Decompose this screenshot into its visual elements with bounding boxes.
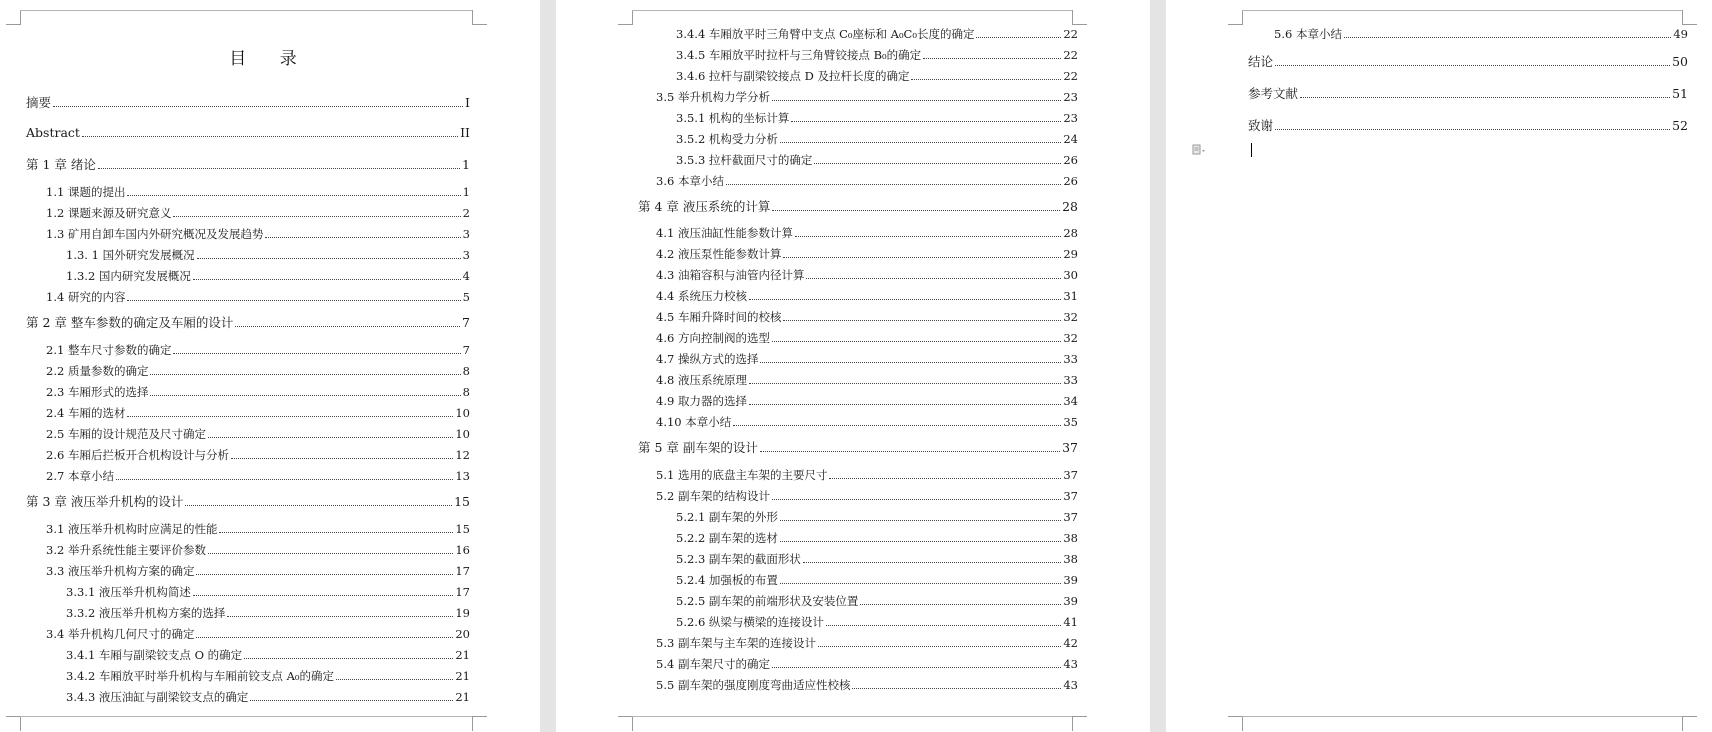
toc-entry[interactable]	[676, 111, 1078, 125]
dot-leader	[173, 353, 460, 354]
toc-entry[interactable]	[46, 406, 470, 420]
toc-page-number: 15	[455, 522, 470, 536]
dot-leader	[127, 195, 460, 196]
toc-page-number: 37	[1063, 468, 1078, 482]
toc-entry-label: 3.2 举升系统性能主要评价参数	[46, 543, 206, 557]
toc-page-number: 16	[455, 543, 470, 557]
toc-page-number: 22	[1063, 48, 1078, 62]
dot-leader	[760, 362, 1061, 363]
toc-entry[interactable]	[46, 427, 470, 441]
dot-leader	[53, 106, 463, 107]
toc-entry[interactable]	[656, 394, 1078, 408]
toc-entry-label: 5.2.4 加强板的布置	[676, 573, 778, 587]
dot-leader	[227, 616, 453, 617]
toc-entry[interactable]	[656, 174, 1078, 188]
toc-entry-label: 4.9 取力器的选择	[656, 394, 747, 408]
footer-rule	[632, 716, 1072, 717]
crop-mark	[6, 10, 21, 25]
dot-leader	[749, 299, 1061, 300]
dot-leader	[150, 395, 460, 396]
toc-entry-label: 3.4.5 车厢放平时拉杆与三角臂铰接点 B₀的确定	[676, 48, 922, 62]
dot-leader	[193, 279, 461, 280]
dot-leader	[911, 79, 1061, 80]
toc-entry[interactable]	[26, 96, 470, 110]
toc-page-number: 37	[1063, 489, 1078, 503]
dot-leader	[116, 479, 453, 480]
toc-page-number: 17	[455, 564, 470, 578]
toc-page-number: 3	[462, 248, 470, 262]
toc-page-number: 39	[1063, 594, 1078, 608]
dot-leader	[235, 326, 460, 327]
toc-page-number: 35	[1063, 415, 1078, 429]
toc-page-number: 21	[455, 690, 470, 704]
toc-entry[interactable]	[656, 331, 1078, 345]
dot-leader	[127, 300, 460, 301]
toc-page-number: 13	[455, 469, 470, 483]
dot-leader	[772, 210, 1060, 211]
toc-page-number: 43	[1063, 678, 1078, 692]
toc-entry[interactable]	[656, 226, 1078, 240]
crop-mark	[1682, 716, 1697, 731]
toc-entry[interactable]	[656, 310, 1078, 324]
toc-page-number: 26	[1063, 174, 1078, 188]
dot-leader	[208, 437, 453, 438]
toc-entry[interactable]	[46, 364, 470, 378]
toc-page-number: 12	[455, 448, 470, 462]
toc-entry[interactable]	[676, 69, 1078, 83]
toc-page-number: 15	[454, 494, 470, 509]
dot-leader	[196, 574, 453, 575]
toc-entry-label: 5.2.3 副车架的截面形状	[676, 552, 801, 566]
toc-entry-label: 1.2 课题来源及研究意义	[46, 206, 172, 220]
toc-page-number: 21	[455, 648, 470, 662]
dot-leader	[860, 604, 1061, 605]
dot-leader	[185, 505, 452, 506]
toc-page-number: 38	[1063, 552, 1078, 566]
document-page-3[interactable]	[1166, 0, 1712, 732]
toc-entry-label: 4.10 本章小结	[656, 415, 732, 429]
toc-page-number: 32	[1063, 310, 1078, 324]
crop-mark	[618, 716, 633, 731]
document-page-1[interactable]	[0, 0, 540, 732]
dot-leader	[219, 532, 453, 533]
toc-entry[interactable]	[1248, 87, 1688, 101]
toc-entry-label: 3.3 液压举升机构方案的确定	[46, 564, 195, 578]
toc-page-number: 1	[462, 185, 470, 199]
toc-entry[interactable]	[46, 227, 470, 241]
toc-entry-label: 2.6 车厢后拦板开合机构设计与分析	[46, 448, 229, 462]
crop-mark	[1228, 716, 1243, 731]
toc-page-number: 8	[462, 385, 470, 399]
toc-entry-label: 1.3.2 国内研究发展概况	[66, 269, 191, 283]
toc-entry-label: 1.1 课题的提出	[46, 185, 126, 199]
toc-entry[interactable]	[676, 615, 1078, 629]
dot-leader	[244, 658, 453, 659]
toc-page-number: 7	[462, 315, 470, 330]
toc-page-number: 21	[455, 669, 470, 683]
toc-entry-label: 4.1 液压油缸性能参数计算	[656, 226, 793, 240]
toc-entry[interactable]	[66, 690, 470, 704]
toc-entry-label: 3.4.2 车厢放平时举升机构与车厢前铰支点 A₀的确定	[66, 669, 334, 683]
toc-entry[interactable]	[66, 648, 470, 662]
toc-entry-label: Abstract	[26, 125, 80, 140]
toc-entry[interactable]	[46, 522, 470, 536]
footer-rule	[1242, 716, 1682, 717]
toc-entry-label: 5.2.5 副车架的前端形状及安装位置	[676, 594, 859, 608]
toc-entry[interactable]	[656, 657, 1078, 671]
dot-leader	[783, 257, 1061, 258]
toc-page-number: 28	[1062, 199, 1078, 214]
toc-entry-label: 2.4 车厢的选材	[46, 406, 126, 420]
dot-leader	[976, 37, 1061, 38]
toc-entry-label: 3.4 举升机构几何尺寸的确定	[46, 627, 195, 641]
crop-mark	[1072, 10, 1087, 25]
toc-entry-label: 5.2.2 副车架的选材	[676, 531, 778, 545]
toc-entry[interactable]	[656, 373, 1078, 387]
dot-leader	[780, 142, 1061, 143]
toc-page-number: 17	[455, 585, 470, 599]
toc-page-number: 50	[1672, 54, 1688, 69]
toc-page-number: 20	[455, 627, 470, 641]
toc-entry-label: 3.4.3 液压油缸与副梁铰支点的确定	[66, 690, 249, 704]
crop-mark	[6, 716, 21, 731]
toc-page-number: 41	[1063, 615, 1078, 629]
toc-entry[interactable]	[66, 585, 470, 599]
text-cursor	[1251, 143, 1252, 157]
dot-leader	[814, 163, 1061, 164]
dot-leader	[783, 320, 1061, 321]
toc-page-number: 10	[455, 406, 470, 420]
dot-leader	[749, 383, 1061, 384]
toc-entry-label: 5.1 选用的底盘主车架的主要尺寸	[656, 468, 828, 482]
toc-page-number: 32	[1063, 331, 1078, 345]
toc-page-number: 22	[1063, 27, 1078, 41]
toc-entry[interactable]	[26, 495, 470, 509]
toc-entry[interactable]	[26, 158, 470, 172]
header-rule	[20, 10, 472, 11]
dot-leader	[1344, 37, 1671, 38]
toc-entry[interactable]	[656, 489, 1078, 503]
toc-page-number: 42	[1063, 636, 1078, 650]
toc-entry-label: 5.6 本章小结	[1274, 27, 1342, 41]
toc-entry[interactable]	[66, 248, 470, 262]
dot-leader	[826, 625, 1061, 626]
toc-page-number: 7	[462, 343, 470, 357]
toc-entry[interactable]	[676, 510, 1078, 524]
toc-entry[interactable]	[46, 564, 470, 578]
toc-entry[interactable]	[66, 606, 470, 620]
toc-page-number: 39	[1063, 573, 1078, 587]
toc-entry[interactable]	[656, 90, 1078, 104]
toc-page-number: 24	[1063, 132, 1078, 146]
crop-mark	[472, 716, 487, 731]
toc-entry[interactable]	[676, 48, 1078, 62]
dot-leader	[98, 168, 460, 169]
toc-entry-label: 第 2 章 整车参数的确定及车厢的设计	[26, 315, 234, 330]
toc-entry-label: 4.6 方向控制阀的选型	[656, 331, 770, 345]
toc-entry[interactable]	[656, 268, 1078, 282]
paste-options-icon[interactable]	[1192, 144, 1206, 156]
toc-entry[interactable]	[656, 289, 1078, 303]
toc-entry-label: 致谢	[1248, 118, 1274, 133]
toc-entry-label: 1.4 研究的内容	[46, 290, 126, 304]
dot-leader	[733, 425, 1061, 426]
dot-leader	[196, 637, 453, 638]
toc-entry[interactable]	[66, 669, 470, 683]
toc-page-number: 3	[462, 227, 470, 241]
toc-entry[interactable]	[1248, 119, 1688, 133]
toc-page-number: 5	[462, 290, 470, 304]
toc-entry-label: 2.2 质量参数的确定	[46, 364, 149, 378]
crop-mark	[1072, 716, 1087, 731]
toc-entry-label: 3.5.1 机构的坐标计算	[676, 111, 790, 125]
crop-mark	[472, 10, 487, 25]
toc-entry-label: 第 5 章 副车架的设计	[638, 440, 758, 455]
dot-leader	[818, 646, 1061, 647]
toc-entry[interactable]	[676, 132, 1078, 146]
dot-leader	[1275, 65, 1670, 66]
dot-leader	[336, 679, 453, 680]
toc-entry[interactable]	[676, 153, 1078, 167]
toc-entry-label: 5.4 副车架尺寸的确定	[656, 657, 770, 671]
dot-leader	[197, 258, 461, 259]
toc-entry[interactable]	[676, 552, 1078, 566]
toc-entry[interactable]	[656, 415, 1078, 429]
toc-page-number: 29	[1063, 247, 1078, 261]
dot-leader	[127, 416, 453, 417]
toc-page-number: 10	[455, 427, 470, 441]
dot-leader	[923, 58, 1061, 59]
toc-entry[interactable]	[676, 573, 1078, 587]
toc-entry-label: 3.4.4 车厢放平时三角臂中支点 C₀座标和 A₀C₀长度的确定	[676, 27, 975, 41]
toc-page-number: 26	[1063, 153, 1078, 167]
dot-leader	[231, 458, 453, 459]
toc-entry-label: 5.3 副车架与主车架的连接设计	[656, 636, 816, 650]
toc-page-number: 31	[1063, 289, 1078, 303]
toc-entry[interactable]	[46, 290, 470, 304]
toc-page-number: 1	[462, 157, 470, 172]
toc-entry-label: 2.5 车厢的设计规范及尺寸确定	[46, 427, 206, 441]
toc-entry[interactable]	[676, 531, 1078, 545]
toc-entry-label: 第 4 章 液压系统的计算	[638, 199, 771, 214]
dot-leader	[82, 136, 458, 137]
dot-leader	[772, 667, 1061, 668]
toc-entry[interactable]	[46, 543, 470, 557]
toc-page-number: 37	[1063, 510, 1078, 524]
document-page-2[interactable]	[556, 0, 1150, 732]
toc-entry-label: 3.5.2 机构受力分析	[676, 132, 778, 146]
toc-page-number: 8	[462, 364, 470, 378]
dot-leader	[265, 237, 460, 238]
header-rule	[1242, 10, 1682, 11]
dot-leader	[208, 553, 453, 554]
toc-entry-label: 1.3 矿用自卸车国内外研究概况及发展趋势	[46, 227, 264, 241]
toc-entry[interactable]	[46, 206, 470, 220]
toc-page-number: 22	[1063, 69, 1078, 83]
dot-leader	[795, 236, 1061, 237]
toc-page-number: 28	[1063, 226, 1078, 240]
dot-leader	[791, 121, 1061, 122]
toc-page-number: 37	[1062, 440, 1078, 455]
toc-entry-label: 5.5 副车架的强度刚度弯曲适应性校核	[656, 678, 851, 692]
toc-entry[interactable]	[676, 594, 1078, 608]
toc-entry[interactable]	[656, 352, 1078, 366]
toc-page-number: 33	[1063, 352, 1078, 366]
dot-leader	[803, 562, 1061, 563]
toc-title: 目 录	[229, 49, 311, 69]
toc-entry[interactable]	[46, 385, 470, 399]
toc-entry-label: 3.6 本章小结	[656, 174, 724, 188]
toc-entry-label: 4.2 液压泵性能参数计算	[656, 247, 782, 261]
dot-leader	[726, 184, 1061, 185]
toc-entry[interactable]	[656, 636, 1078, 650]
dot-leader	[806, 278, 1061, 279]
toc-page-number: 52	[1672, 118, 1688, 133]
toc-entry-label: 2.3 车厢形式的选择	[46, 385, 149, 399]
toc-entry-label: 结论	[1248, 54, 1274, 69]
toc-entry[interactable]	[46, 469, 470, 483]
toc-page-number: 23	[1063, 90, 1078, 104]
toc-entry[interactable]	[66, 269, 470, 283]
toc-entry-label: 摘要	[26, 95, 52, 110]
toc-page-number: 38	[1063, 531, 1078, 545]
toc-page-number: 19	[455, 606, 470, 620]
toc-entry-label: 4.8 液压系统原理	[656, 373, 747, 387]
toc-entry[interactable]	[638, 200, 1078, 214]
toc-page-number: I	[465, 95, 470, 110]
toc-entry[interactable]	[46, 627, 470, 641]
toc-page-number: 4	[462, 269, 470, 283]
toc-page-number: 33	[1063, 373, 1078, 387]
dot-leader	[772, 341, 1061, 342]
toc-page-number: 30	[1063, 268, 1078, 282]
dot-leader	[1300, 97, 1670, 98]
dot-leader	[780, 541, 1061, 542]
toc-entry-label: 参考文献	[1248, 86, 1299, 101]
dot-leader	[749, 404, 1061, 405]
toc-entry[interactable]	[676, 27, 1078, 41]
toc-entry[interactable]	[26, 316, 470, 330]
crop-mark	[1682, 10, 1697, 25]
toc-entry-label: 5.2.1 副车架的外形	[676, 510, 778, 524]
toc-page-number: 34	[1063, 394, 1078, 408]
toc-entry[interactable]	[656, 678, 1078, 692]
toc-entry[interactable]	[638, 441, 1078, 455]
toc-entry-label: 4.4 系统压力校核	[656, 289, 747, 303]
dot-leader	[852, 688, 1061, 689]
dot-leader	[829, 478, 1061, 479]
toc-entry-label: 3.3.1 液压举升机构简述	[66, 585, 191, 599]
toc-entry[interactable]	[1274, 27, 1688, 41]
toc-entry[interactable]	[46, 343, 470, 357]
toc-entry-label: 2.1 整车尺寸参数的确定	[46, 343, 172, 357]
dot-leader	[173, 216, 460, 217]
toc-entry-label: 2.7 本章小结	[46, 469, 114, 483]
toc-page-number: II	[460, 125, 470, 140]
dot-leader	[1275, 129, 1670, 130]
toc-entry[interactable]	[656, 247, 1078, 261]
toc-page-number: 51	[1672, 86, 1688, 101]
toc-page-number: 2	[462, 206, 470, 220]
dot-leader	[772, 499, 1061, 500]
toc-entry-label: 3.4.1 车厢与副梁铰支点 O 的确定	[66, 648, 243, 662]
toc-entry-label: 5.2.6 纵梁与横梁的连接设计	[676, 615, 824, 629]
toc-entry-label: 3.5.3 拉杆截面尺寸的确定	[676, 153, 813, 167]
toc-entry-label: 3.3.2 液压举升机构方案的选择	[66, 606, 226, 620]
dot-leader	[193, 595, 453, 596]
dot-leader	[780, 520, 1061, 521]
toc-entry[interactable]	[656, 468, 1078, 482]
dot-leader	[780, 583, 1061, 584]
dot-leader	[250, 700, 453, 701]
dot-leader	[772, 100, 1061, 101]
toc-page-number: 49	[1673, 27, 1688, 41]
toc-entry[interactable]	[26, 126, 470, 140]
toc-page-number: 43	[1063, 657, 1078, 671]
toc-entry-label: 4.5 车厢升降时间的校核	[656, 310, 782, 324]
header-rule	[632, 10, 1072, 11]
toc-entry[interactable]	[46, 185, 470, 199]
toc-entry-label: 5.2 副车架的结构设计	[656, 489, 770, 503]
toc-entry-label: 3.1 液压举升机构时应满足的性能	[46, 522, 218, 536]
toc-entry[interactable]	[1248, 55, 1688, 69]
toc-entry-label: 4.3 油箱容积与油管内径计算	[656, 268, 805, 282]
toc-entry-label: 3.4.6 拉杆与副梁铰接点 D 及拉杆长度的确定	[676, 69, 910, 83]
crop-mark	[1228, 10, 1243, 25]
dot-leader	[760, 451, 1060, 452]
toc-entry-label: 第 3 章 液压举升机构的设计	[26, 494, 184, 509]
toc-entry-label: 3.5 举升机构力学分析	[656, 90, 770, 104]
toc-entry-label: 1.3. 1 国外研究发展概况	[66, 248, 195, 262]
toc-entry[interactable]	[46, 448, 470, 462]
toc-entry-label: 4.7 操纵方式的选择	[656, 352, 759, 366]
toc-page-number: 23	[1063, 111, 1078, 125]
toc-entry-label: 第 1 章 绪论	[26, 157, 96, 172]
crop-mark	[618, 10, 633, 25]
dot-leader	[150, 374, 460, 375]
footer-rule	[20, 716, 472, 717]
